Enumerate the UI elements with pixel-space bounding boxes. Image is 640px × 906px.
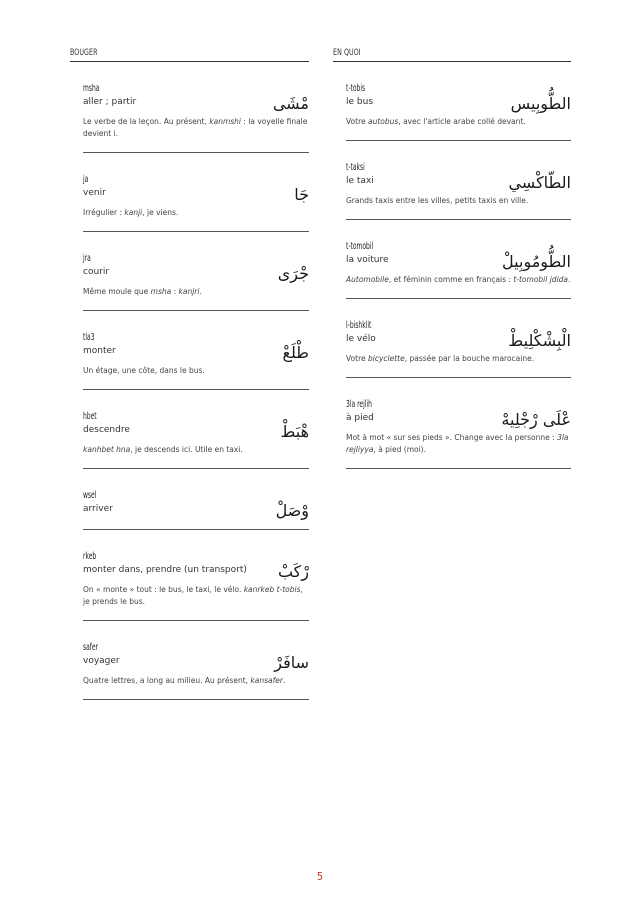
note-text: Le verbe de la leçon. Au présent, — [83, 117, 210, 126]
note-text: , passée par la bouche marocaine. — [404, 354, 535, 363]
note-text: Mot à mot « sur ses pieds ». Change avec la personne : — [346, 433, 558, 442]
french-meaning: la voiture — [346, 255, 389, 265]
note-example: kanmshi — [209, 117, 241, 126]
arabic-word: الْبِشْكْلِيطْ — [508, 331, 571, 350]
usage-note — [346, 274, 571, 286]
usage-note — [83, 207, 309, 219]
transliteration: tla3 — [83, 332, 95, 343]
usage-note — [83, 116, 309, 140]
transliteration: ja — [83, 174, 89, 185]
usage-note — [346, 353, 571, 365]
arabic-word: مْشَى — [272, 94, 309, 113]
vocab-entry — [83, 153, 309, 232]
french-meaning: arriver — [83, 504, 113, 514]
transliteration: msha — [83, 83, 100, 94]
transliteration: rkeb — [83, 551, 97, 562]
arabic-word: هْبَطْ — [280, 422, 309, 441]
note-example: 3la rejliyya — [346, 433, 569, 454]
arabic-word: الطّاكْسِي — [508, 173, 571, 192]
note-text: Un étage, une côte, dans le bus. — [83, 366, 205, 375]
vocab-entry — [83, 311, 309, 390]
french-meaning: monter dans, prendre (un transport) — [83, 565, 247, 575]
transliteration: safer — [83, 642, 99, 653]
vocab-entry — [346, 299, 571, 378]
note-text: Quatre lettres, a long au milieu. Au présent, — [83, 676, 251, 685]
arabic-word: رْكَبْ — [277, 562, 309, 581]
page-number: 5 — [316, 870, 324, 883]
french-meaning: courir — [83, 267, 110, 277]
note-text: Irrégulier : — [83, 208, 125, 217]
vocab-entry — [83, 232, 309, 311]
column-en-quoi — [333, 48, 571, 469]
vocab-entry — [83, 62, 309, 153]
usage-note — [83, 365, 309, 377]
arabic-word: جْرَى — [277, 264, 309, 283]
usage-note — [83, 584, 309, 608]
note-text: , je viens. — [142, 208, 179, 217]
transliteration: wsel — [83, 490, 97, 501]
usage-note — [83, 675, 309, 687]
note-text: : la voyelle finale devient i. — [83, 117, 308, 138]
transliteration: hbet — [83, 411, 97, 422]
transliteration: 3la rejlih — [346, 399, 372, 410]
french-meaning: venir — [83, 188, 106, 198]
note-example: kanji — [124, 208, 143, 217]
note-text: : — [171, 287, 179, 296]
note-example: msha — [150, 287, 172, 296]
note-example: kanhbet hna — [83, 445, 131, 454]
vocab-entry — [346, 141, 571, 220]
note-text: . — [282, 676, 286, 685]
note-text: Votre — [346, 117, 368, 126]
note-example: kanjri — [178, 287, 200, 296]
arabic-word: عْلَى رْجْلِيهْ — [501, 410, 571, 429]
french-meaning: le bus — [346, 97, 374, 107]
french-meaning: le taxi — [346, 176, 374, 186]
note-text: . — [199, 287, 202, 296]
transliteration: l-bishklit — [346, 320, 372, 331]
usage-note — [83, 444, 309, 456]
transliteration: jra — [83, 253, 91, 264]
note-text: , à pied (moi). — [373, 445, 426, 454]
arabic-word: وْصَلْ — [275, 501, 309, 520]
note-text: Votre — [346, 354, 368, 363]
usage-note — [83, 286, 309, 298]
transliteration: t-tomobil — [346, 241, 374, 252]
note-text: , je descends ici. Utile en taxi. — [130, 445, 243, 454]
note-example: t-tomobil jdida — [513, 275, 569, 284]
note-text: , et féminin comme en français : — [388, 275, 514, 284]
vocab-entry — [83, 390, 309, 469]
note-example: bicyclette — [368, 354, 405, 363]
vocab-entry — [83, 530, 309, 621]
arabic-word: الطُّوبِيس — [510, 94, 571, 113]
usage-note — [346, 432, 571, 456]
french-meaning: voyager — [83, 656, 120, 666]
vocab-entry — [346, 378, 571, 469]
arabic-word: طْلَعْ — [282, 343, 309, 362]
note-text: , avec l'article arabe collé devant. — [398, 117, 526, 126]
arabic-word: الطُّومُوبِيلْ — [502, 252, 571, 271]
french-meaning: à pied — [346, 413, 374, 423]
french-meaning: le vélo — [346, 334, 376, 344]
note-example: kanrkeb t-tobis — [243, 585, 301, 594]
note-text: Grands taxis entre les villes, petits taxis en ville. — [346, 196, 529, 205]
french-meaning: monter — [83, 346, 116, 356]
french-meaning: descendre — [83, 425, 130, 435]
note-example: kansafer — [250, 676, 283, 685]
note-text: . — [568, 275, 571, 284]
arabic-word: جَا — [294, 185, 309, 204]
note-example: Automobile — [346, 275, 389, 284]
usage-note — [346, 116, 571, 128]
column-bouger — [70, 48, 309, 700]
usage-note — [346, 195, 571, 207]
arabic-word: سافَرْ — [274, 653, 309, 672]
column-heading: EN QUOI — [333, 48, 361, 58]
vocab-entry — [83, 469, 309, 530]
vocab-entry — [83, 621, 309, 700]
note-text: , je prends le bus. — [83, 585, 303, 606]
vocab-entry — [346, 220, 571, 299]
transliteration: t-taksi — [346, 162, 365, 173]
vocab-entry — [346, 62, 571, 141]
french-meaning: aller ; partir — [83, 97, 137, 107]
note-text: Même moule que — [83, 287, 151, 296]
column-heading: BOUGER — [70, 48, 98, 58]
note-text: On « monte » tout : le bus, le taxi, le vélo. — [83, 585, 244, 594]
note-example: autobus — [368, 117, 399, 126]
transliteration: t-tobis — [346, 83, 366, 94]
